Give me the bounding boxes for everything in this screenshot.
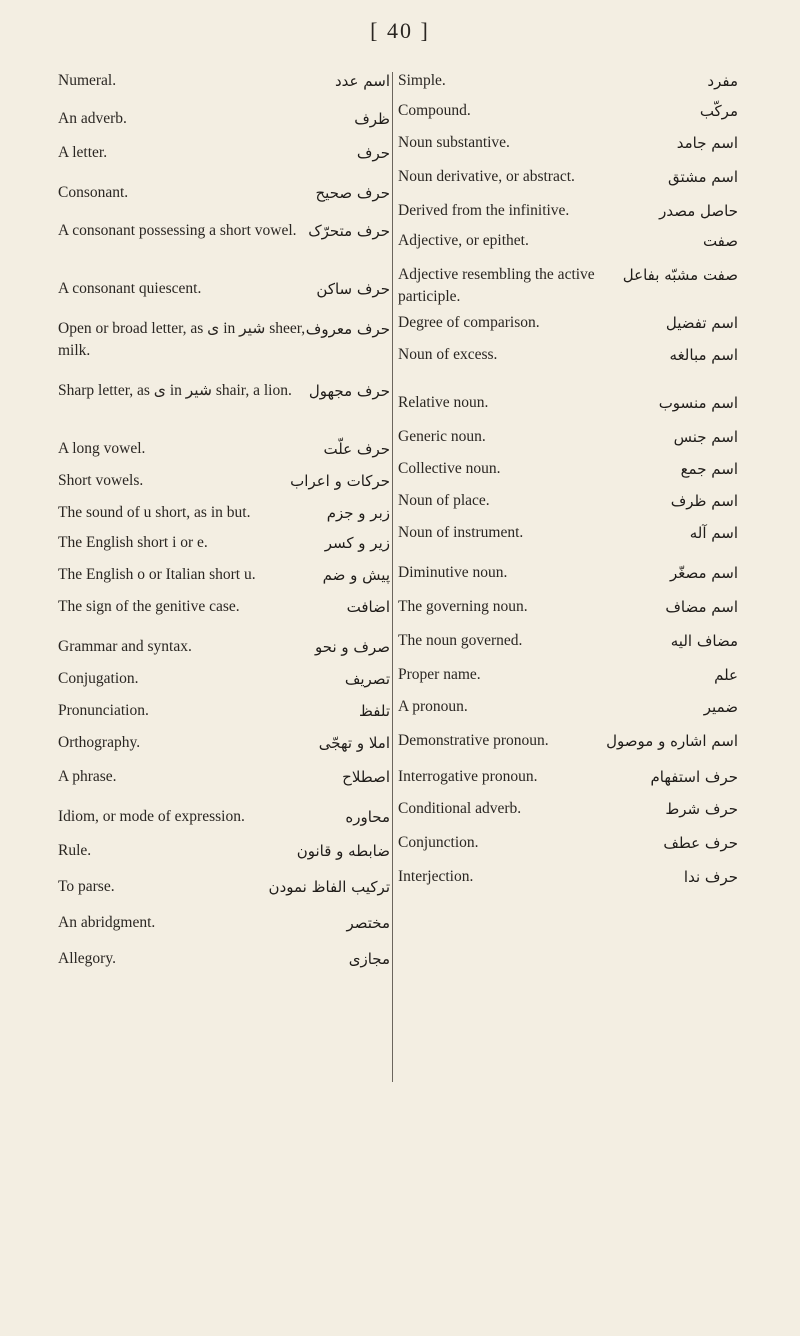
arabic-term: حاصل مصدر	[659, 202, 738, 220]
left-entry	[58, 732, 390, 754]
left-entry	[58, 438, 390, 460]
arabic-term: محاوره	[345, 808, 390, 826]
left-entry	[58, 876, 390, 898]
english-term: Consonant.	[58, 184, 129, 201]
right-entry	[398, 562, 738, 584]
english-term: Adjective resembling the active participle.	[398, 266, 595, 305]
arabic-term: اسم جامد	[676, 134, 738, 152]
english-term: Interjection.	[398, 868, 474, 885]
right-entry	[398, 630, 738, 652]
english-term: Generic noun.	[398, 428, 486, 445]
right-entry	[398, 312, 738, 334]
right-entry	[398, 264, 738, 308]
left-entry	[58, 700, 390, 722]
left-entry	[58, 108, 390, 130]
right-entry	[398, 832, 738, 854]
arabic-term: اسم مصغّر	[669, 564, 738, 582]
right-entry	[398, 70, 738, 92]
arabic-term: حرف ندا	[683, 868, 738, 886]
left-entry	[58, 380, 390, 402]
english-term: Diminutive noun.	[398, 564, 508, 581]
left-entry	[58, 912, 390, 934]
arabic-term: پیش و ضم	[322, 566, 390, 584]
left-entry	[58, 182, 390, 204]
english-term: Open or broad letter, as ی in شیر sheer, milk.	[58, 320, 306, 359]
left-entry	[58, 636, 390, 658]
right-entry	[398, 392, 738, 414]
english-term: Orthography.	[58, 734, 141, 751]
arabic-term: حرف ساکن	[316, 280, 390, 298]
english-term: Numeral.	[58, 72, 117, 89]
arabic-term: املا و تهجّی	[318, 734, 390, 752]
english-term: The governing noun.	[398, 598, 528, 615]
english-term: The sign of the genitive case.	[58, 598, 240, 615]
arabic-term: مضاف الیه	[670, 632, 738, 650]
arabic-term: اسم ظرف	[670, 492, 738, 510]
english-term: Simple.	[398, 72, 446, 89]
left-entry	[58, 278, 390, 300]
left-entry	[58, 668, 390, 690]
english-term: Conditional adverb.	[398, 800, 522, 817]
english-term: An abridgment.	[58, 914, 156, 931]
english-term: Pronunciation.	[58, 702, 149, 719]
left-entry	[58, 502, 390, 524]
arabic-term: تصریف	[344, 670, 390, 688]
left-entry	[58, 532, 390, 554]
english-term: Proper name.	[398, 666, 481, 683]
arabic-term: اصطلاح	[342, 768, 390, 786]
right-entry	[398, 766, 738, 788]
arabic-term: ضمیر	[703, 698, 738, 716]
arabic-term: زیر و کسر	[324, 534, 390, 552]
english-term: Short vowels.	[58, 472, 144, 489]
english-term: Degree of comparison.	[398, 314, 540, 331]
english-term: Derived from the infinitive.	[398, 202, 570, 219]
arabic-term: زبر و جزم	[326, 504, 390, 522]
arabic-term: ترکیب الفاظ نمودن	[268, 878, 390, 896]
left-entry	[58, 840, 390, 862]
left-entry	[58, 948, 390, 970]
left-entry	[58, 70, 390, 92]
left-entry	[58, 766, 390, 788]
right-entry	[398, 132, 738, 154]
arabic-term: حرف عطف	[663, 834, 738, 852]
arabic-term: مرکّب	[699, 102, 738, 120]
arabic-term: حرف علّت	[323, 440, 390, 458]
right-entry	[398, 798, 738, 820]
english-term: A pronoun.	[398, 698, 468, 715]
english-term: To parse.	[58, 878, 115, 895]
english-term: Allegory.	[58, 950, 116, 967]
arabic-term: اسم عدد	[335, 72, 390, 90]
arabic-term: حرف استفهام	[650, 768, 738, 786]
left-entry	[58, 806, 390, 828]
arabic-term: تلفظ	[359, 702, 390, 720]
right-entry	[398, 522, 738, 544]
right-entry	[398, 426, 738, 448]
arabic-term: اسم آله	[689, 524, 738, 542]
english-term: Grammar and syntax.	[58, 638, 192, 655]
arabic-term: حرف صحيح	[315, 184, 390, 202]
english-term: Idiom, or mode of expression.	[58, 808, 245, 825]
arabic-term: حرف متحرّک	[308, 222, 390, 240]
arabic-term: ضابطه و قانون	[296, 842, 390, 860]
english-term: Collective noun.	[398, 460, 501, 477]
arabic-term: حرف	[356, 144, 390, 162]
arabic-term: حرکات و اعراب	[290, 472, 390, 490]
right-entry	[398, 664, 738, 686]
right-entry	[398, 100, 738, 122]
english-term: The English o or Italian short u.	[58, 566, 256, 583]
right-entry	[398, 490, 738, 512]
left-entry	[58, 318, 390, 362]
arabic-term: مختصر	[346, 914, 390, 932]
right-entry	[398, 730, 738, 752]
arabic-term: اسم مبالغه	[669, 346, 738, 364]
arabic-term: اسم مضاف	[665, 598, 738, 616]
column-divider	[392, 72, 393, 1082]
arabic-term: ظرف	[354, 110, 390, 128]
right-entry	[398, 200, 738, 222]
english-term: A letter.	[58, 144, 108, 161]
english-term: Sharp letter, as ی in شیر shair, a lion.	[58, 382, 292, 399]
arabic-term: مفرد	[707, 72, 738, 90]
english-term: Relative noun.	[398, 394, 489, 411]
arabic-term: اسم اشاره و موصول	[606, 732, 738, 750]
arabic-term: اسم جمع	[680, 460, 738, 478]
arabic-term: صفت مشبّه بفاعل	[622, 266, 738, 284]
english-term: A long vowel.	[58, 440, 146, 457]
arabic-term: اسم جنس	[673, 428, 738, 446]
english-term: Noun of excess.	[398, 346, 498, 363]
left-entry	[58, 142, 390, 164]
english-term: Interrogative pronoun.	[398, 768, 538, 785]
english-term: Demonstrative pronoun.	[398, 732, 549, 749]
arabic-term: حرف مجهول	[308, 382, 390, 400]
english-term: Conjugation.	[58, 670, 139, 687]
right-entry	[398, 696, 738, 718]
english-term: Noun of instrument.	[398, 524, 524, 541]
english-term: The sound of u short, as in but.	[58, 504, 251, 521]
english-term: Compound.	[398, 102, 471, 119]
english-term: Conjunction.	[398, 834, 479, 851]
right-entry	[398, 344, 738, 366]
arabic-term: علم	[714, 666, 738, 684]
page-number: [ 40 ]	[370, 18, 430, 43]
right-entry	[398, 458, 738, 480]
english-term: A consonant possessing a short vowel.	[58, 222, 297, 239]
right-entry	[398, 866, 738, 888]
english-term: Adjective, or epithet.	[398, 232, 529, 249]
arabic-term: مجازی	[348, 950, 390, 968]
english-term: The noun governed.	[398, 632, 523, 649]
english-term: Noun substantive.	[398, 134, 510, 151]
english-term: Noun of place.	[398, 492, 490, 509]
english-term: A phrase.	[58, 768, 117, 785]
left-entry	[58, 220, 390, 242]
english-term: An adverb.	[58, 110, 127, 127]
english-term: The English short i or e.	[58, 534, 208, 551]
left-entry	[58, 596, 390, 618]
english-term: Noun derivative, or abstract.	[398, 168, 575, 185]
arabic-term: صفت	[702, 232, 738, 250]
arabic-term: صرف و نحو	[315, 638, 390, 656]
arabic-term: حرف شرط	[665, 800, 738, 818]
right-entry	[398, 166, 738, 188]
arabic-term: اسم تفضیل	[665, 314, 738, 332]
arabic-term: حرف معروف	[305, 320, 390, 338]
left-entry	[58, 470, 390, 492]
arabic-term: اسم مشتق	[668, 168, 738, 186]
right-entry	[398, 230, 738, 252]
left-entry	[58, 564, 390, 586]
arabic-term: اسم منسوب	[658, 394, 738, 412]
english-term: Rule.	[58, 842, 92, 859]
arabic-term: اضافت	[346, 598, 390, 616]
english-term: A consonant quiescent.	[58, 280, 202, 297]
right-entry	[398, 596, 738, 618]
